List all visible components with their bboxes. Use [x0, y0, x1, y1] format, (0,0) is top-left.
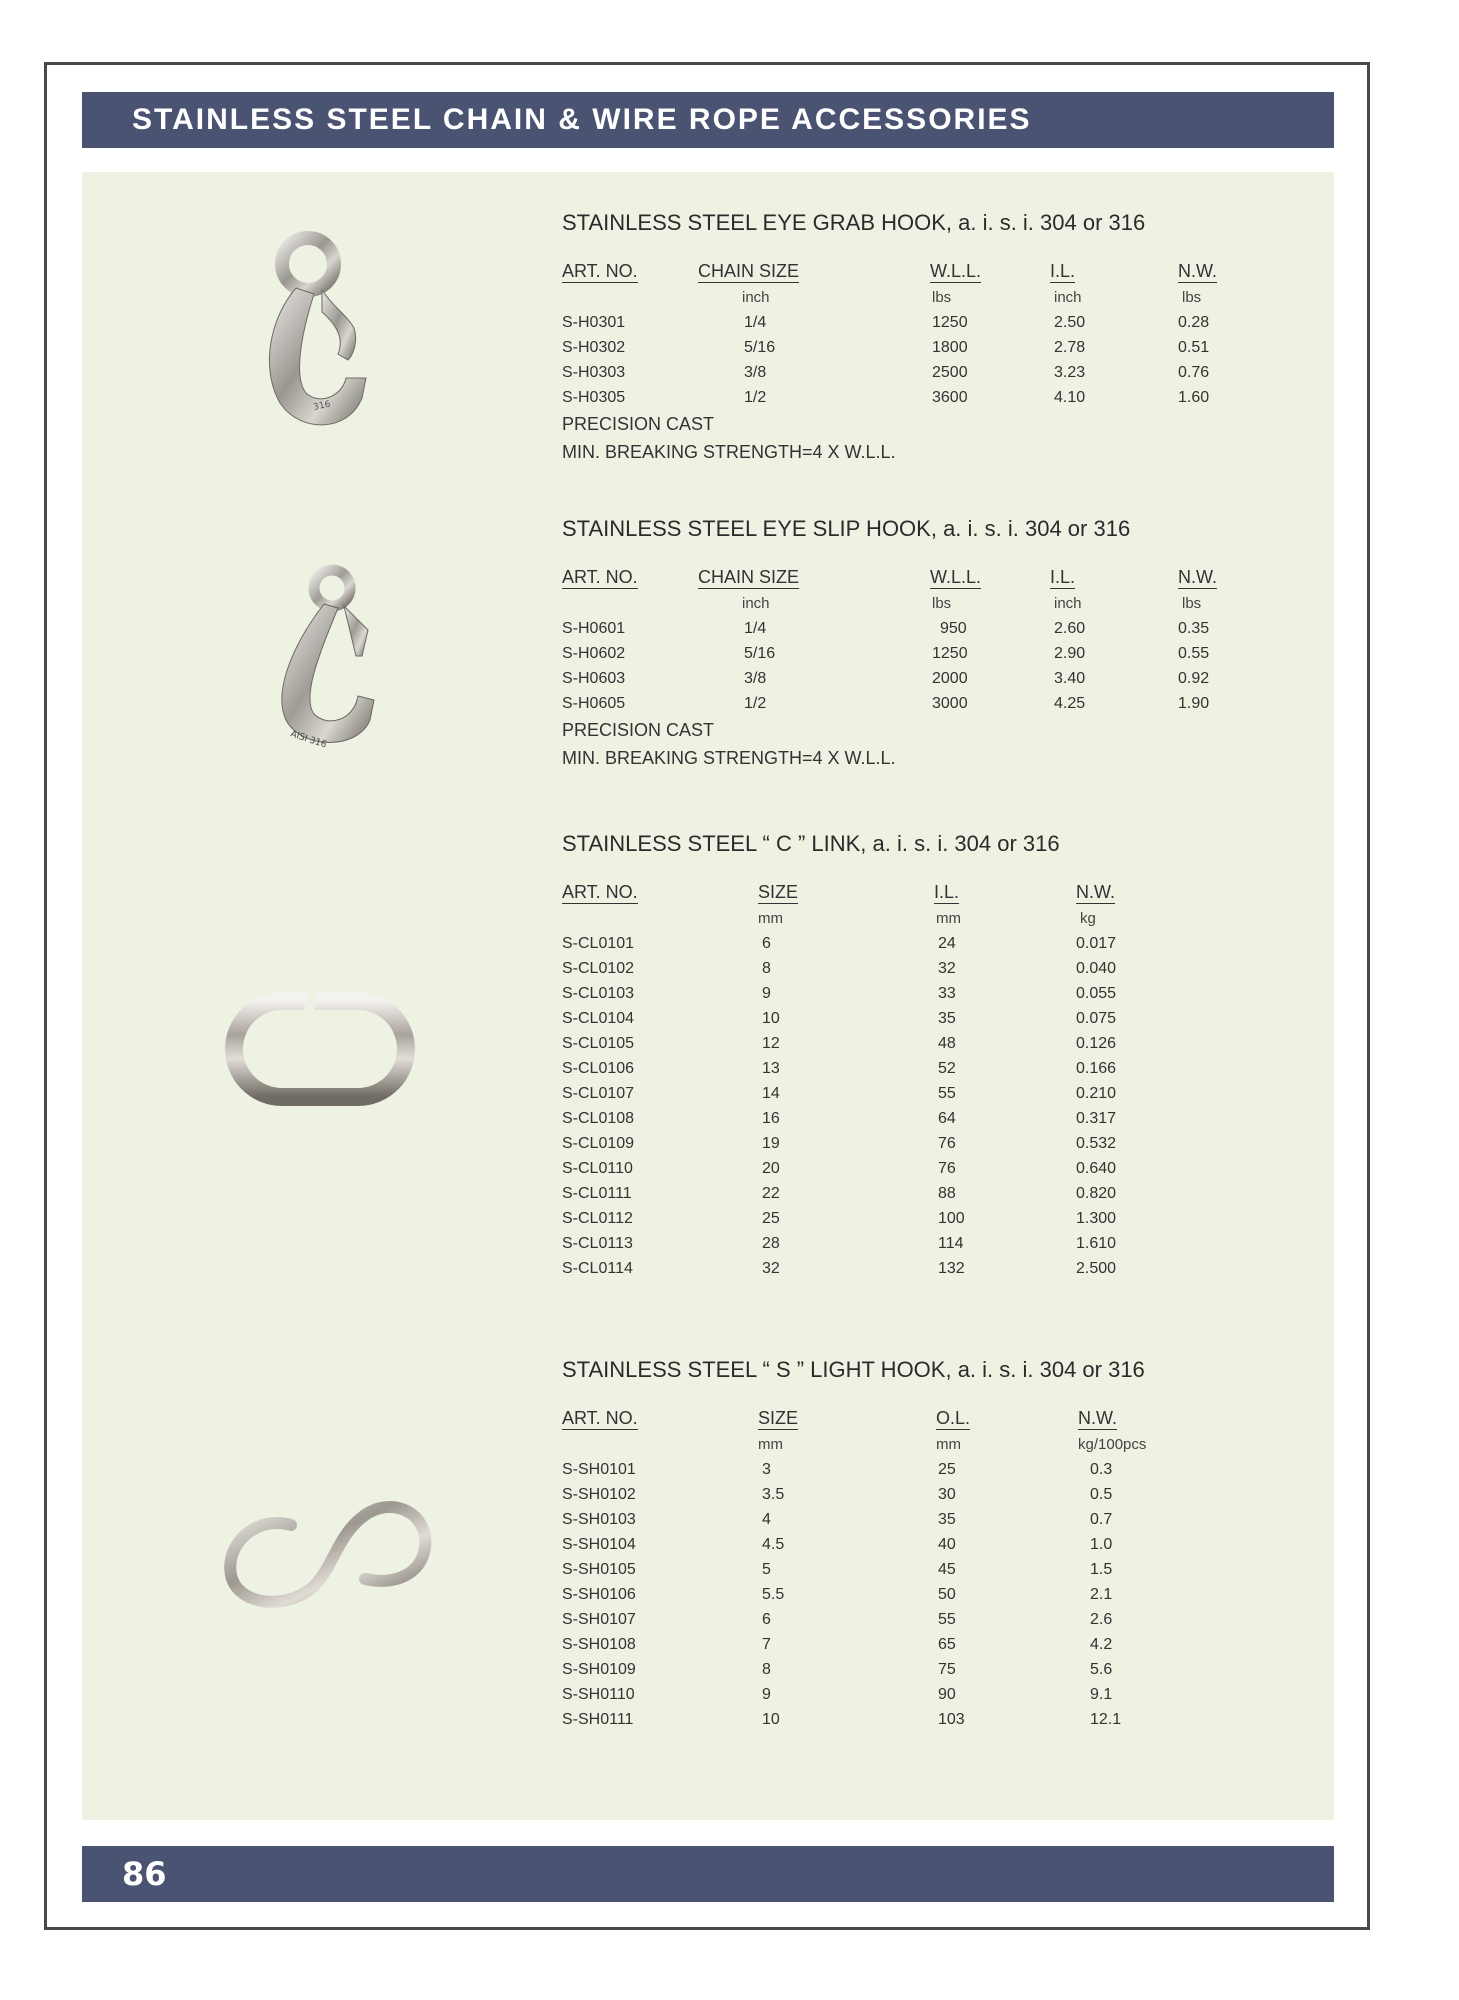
eye-grab-hook-image — [250, 228, 390, 438]
cell: 0.055 — [1076, 985, 1117, 1002]
table-row — [562, 1106, 1117, 1131]
col-header: W.L.L. — [930, 567, 982, 587]
cell: 0.92 — [1178, 670, 1210, 687]
cell: 2.50 — [1054, 314, 1086, 331]
cell: 50 — [938, 1586, 956, 1603]
strength-note: MIN. BREAKING STRENGTH=4 X W.L.L. — [562, 748, 896, 768]
table-row — [562, 1457, 1145, 1482]
table-row — [562, 1532, 1145, 1557]
cell: 0.76 — [1178, 364, 1210, 381]
cell: S-SH0109 — [562, 1661, 636, 1678]
unit-label: mm — [936, 1436, 961, 1453]
cell: 32 — [762, 1260, 780, 1277]
cell: 0.532 — [1076, 1135, 1117, 1152]
eye-slip-hook-image — [262, 560, 402, 760]
cell: 76 — [938, 1135, 956, 1152]
cell: S-CL0103 — [562, 985, 635, 1002]
section-title: STAINLESS STEEL EYE SLIP HOOK, a. i. s. i. 304 or 316 — [562, 516, 1131, 541]
cell: 3.40 — [1054, 670, 1086, 687]
table-header — [562, 881, 1115, 907]
cell: 2500 — [932, 364, 968, 381]
cell: S-SH0107 — [562, 1611, 636, 1628]
cell: 2.90 — [1054, 645, 1086, 662]
cell: 1/2 — [744, 695, 767, 712]
page-title: STAINLESS STEEL CHAIN & WIRE ROPE ACCESSORIES — [132, 103, 1032, 136]
cell: 48 — [938, 1035, 956, 1052]
section-title: STAINLESS STEEL “ S ” LIGHT HOOK, a. i. s. i. 304 or 316 — [562, 1357, 1145, 1382]
header-bar — [82, 92, 1334, 148]
spec-table — [562, 1407, 1145, 1732]
col-header: ART. NO. — [562, 261, 638, 281]
col-header: N.W. — [1078, 1408, 1117, 1428]
col-header: I.L. — [934, 882, 960, 902]
cell: S-SH0103 — [562, 1511, 636, 1528]
cell: S-CL0112 — [562, 1210, 633, 1227]
cell: 0.55 — [1178, 645, 1210, 662]
unit-label: mm — [758, 910, 783, 927]
cell: 19 — [762, 1135, 780, 1152]
cell: 33 — [938, 985, 956, 1002]
cell: 0.5 — [1090, 1486, 1113, 1503]
table-header — [562, 1407, 1145, 1433]
cell: 0.075 — [1076, 1010, 1117, 1027]
hook-stamp: AISI 316 — [289, 729, 328, 751]
cell: 24 — [938, 935, 956, 952]
unit-label: lbs — [932, 595, 952, 612]
cell: S-CL0108 — [562, 1110, 635, 1127]
table-row — [562, 981, 1117, 1006]
section-eye-slip-hook — [562, 514, 1217, 772]
cell: 1/2 — [744, 389, 767, 406]
cell: 0.28 — [1178, 314, 1210, 331]
col-header: I.L. — [1050, 567, 1076, 587]
cell: 1.610 — [1076, 1235, 1117, 1252]
cell: 1250 — [932, 645, 968, 662]
cell: 5 — [762, 1561, 771, 1578]
cell: 25 — [762, 1210, 780, 1227]
table-row — [562, 1582, 1145, 1607]
section-c-link — [562, 829, 1117, 1281]
cell: 5/16 — [744, 339, 776, 356]
unit-label: kg — [1080, 910, 1096, 927]
cell: 65 — [938, 1636, 956, 1653]
table-row — [562, 385, 1210, 410]
col-header: ART. NO. — [562, 567, 638, 587]
cell: 12.1 — [1090, 1711, 1122, 1728]
table-row — [562, 616, 1210, 641]
table-row — [562, 691, 1210, 716]
cell: 6 — [762, 935, 771, 952]
cell: 35 — [938, 1010, 956, 1027]
cell: 3/8 — [744, 364, 767, 381]
page-number: 86 — [122, 1855, 167, 1893]
cell: S-CL0113 — [562, 1235, 633, 1252]
table-header — [562, 260, 1217, 286]
cell: 55 — [938, 1611, 956, 1628]
cell: 88 — [938, 1185, 956, 1202]
cell: 0.820 — [1076, 1185, 1117, 1202]
table-row — [562, 1081, 1117, 1106]
cell: 2.78 — [1054, 339, 1086, 356]
cell: 1/4 — [744, 314, 767, 331]
section-title: STAINLESS STEEL “ C ” LINK, a. i. s. i. 304 or 316 — [562, 831, 1060, 856]
cell: 0.35 — [1178, 620, 1210, 637]
cell: 75 — [938, 1661, 956, 1678]
unit-label: inch — [1054, 289, 1082, 306]
casting-note: PRECISION CAST — [562, 720, 715, 740]
unit-label: mm — [936, 910, 961, 927]
section-eye-grab-hook — [562, 208, 1217, 466]
table-row — [562, 310, 1210, 335]
cell: 950 — [940, 620, 967, 637]
spec-table — [562, 566, 1217, 716]
cell: S-CL0109 — [562, 1135, 635, 1152]
cell: 0.126 — [1076, 1035, 1117, 1052]
table-row — [562, 1056, 1117, 1081]
table-row — [562, 1682, 1145, 1707]
cell: 0.3 — [1090, 1461, 1113, 1478]
cell: 2.60 — [1054, 620, 1086, 637]
table-row — [562, 1707, 1145, 1732]
cell: 5/16 — [744, 645, 776, 662]
cell: 8 — [762, 1661, 771, 1678]
cell: 3600 — [932, 389, 968, 406]
cell: 0.640 — [1076, 1160, 1117, 1177]
cell: 132 — [938, 1260, 965, 1277]
cell: S-H0302 — [562, 339, 626, 356]
cell: 3 — [762, 1461, 771, 1478]
cell: 6 — [762, 1611, 771, 1628]
cell: S-SH0106 — [562, 1586, 636, 1603]
cell: 2.500 — [1076, 1260, 1117, 1277]
cell: 22 — [762, 1185, 780, 1202]
cell: 10 — [762, 1010, 780, 1027]
cell: 1.0 — [1090, 1536, 1113, 1553]
table-row — [562, 1231, 1117, 1256]
cell: S-SH0104 — [562, 1536, 636, 1553]
cell: 4.2 — [1090, 1636, 1113, 1653]
table-row — [562, 1482, 1145, 1507]
cell: 0.040 — [1076, 960, 1117, 977]
cell: S-SH0108 — [562, 1636, 636, 1653]
unit-label: lbs — [1182, 289, 1202, 306]
table-row — [562, 641, 1210, 666]
col-header: ART. NO. — [562, 882, 638, 902]
table-row — [562, 1607, 1145, 1632]
cell: 13 — [762, 1060, 780, 1077]
col-header: W.L.L. — [930, 261, 982, 281]
unit-label: lbs — [1182, 595, 1202, 612]
footer-bar — [82, 1846, 1334, 1902]
unit-label: inch — [742, 595, 770, 612]
table-row — [562, 1557, 1145, 1582]
cell: 5.6 — [1090, 1661, 1113, 1678]
cell: 7 — [762, 1636, 771, 1653]
hook-stamp: 316 — [312, 399, 332, 413]
table-row — [562, 1657, 1145, 1682]
cell: 9.1 — [1090, 1686, 1113, 1703]
cell: S-CL0106 — [562, 1060, 635, 1077]
cell: S-H0305 — [562, 389, 626, 406]
cell: 1250 — [932, 314, 968, 331]
cell: 4 — [762, 1511, 771, 1528]
cell: S-H0603 — [562, 670, 626, 687]
cell: 114 — [938, 1235, 964, 1252]
cell: 2.6 — [1090, 1611, 1113, 1628]
cell: 1.60 — [1178, 389, 1210, 406]
table-row — [562, 1156, 1117, 1181]
table-row — [562, 931, 1117, 956]
col-header: CHAIN SIZE — [698, 261, 800, 281]
cell: 30 — [938, 1486, 956, 1503]
col-header: N.W. — [1076, 882, 1115, 902]
cell: S-H0303 — [562, 364, 626, 381]
strength-note: MIN. BREAKING STRENGTH=4 X W.L.L. — [562, 442, 896, 462]
cell: 0.51 — [1178, 339, 1210, 356]
table-row — [562, 1006, 1117, 1031]
cell: 8 — [762, 960, 771, 977]
col-header: O.L. — [936, 1408, 971, 1428]
table-row — [562, 1131, 1117, 1156]
cell: 35 — [938, 1511, 956, 1528]
table-row — [562, 335, 1210, 360]
cell: 5.5 — [762, 1586, 785, 1603]
cell: S-H0605 — [562, 695, 626, 712]
cell: S-SH0102 — [562, 1486, 636, 1503]
cell: 3.5 — [762, 1486, 785, 1503]
cell: 76 — [938, 1160, 956, 1177]
section-s-light-hook — [562, 1355, 1145, 1732]
cell: 1.5 — [1090, 1561, 1113, 1578]
cell: S-CL0114 — [562, 1260, 633, 1277]
table-units — [562, 592, 1202, 616]
cell: S-SH0110 — [562, 1686, 635, 1703]
col-header: I.L. — [1050, 261, 1076, 281]
table-row — [562, 1632, 1145, 1657]
cell: S-SH0111 — [562, 1711, 634, 1728]
cell: 20 — [762, 1160, 780, 1177]
spec-table — [562, 260, 1217, 410]
section-title: STAINLESS STEEL EYE GRAB HOOK, a. i. s. i. 304 or 316 — [562, 210, 1146, 235]
cell: S-SH0101 — [562, 1461, 636, 1478]
unit-label: mm — [758, 1436, 783, 1453]
cell: 9 — [762, 985, 771, 1002]
cell: 4.25 — [1054, 695, 1086, 712]
cell: 90 — [938, 1686, 956, 1703]
cell: 14 — [762, 1085, 780, 1102]
table-units — [562, 286, 1202, 310]
col-header: SIZE — [758, 882, 799, 902]
cell: 1/4 — [744, 620, 767, 637]
table-row — [562, 1206, 1117, 1231]
cell: S-H0301 — [562, 314, 626, 331]
cell: 64 — [938, 1110, 956, 1127]
cell: 103 — [938, 1711, 965, 1728]
table-row — [562, 1031, 1117, 1056]
cell: S-H0601 — [562, 620, 626, 637]
cell: S-CL0102 — [562, 960, 635, 977]
cell: 45 — [938, 1561, 956, 1578]
cell: 4.10 — [1054, 389, 1086, 406]
table-row — [562, 1181, 1117, 1206]
cell: 0.7 — [1090, 1511, 1113, 1528]
table-units — [562, 1433, 1145, 1457]
col-header: CHAIN SIZE — [698, 567, 800, 587]
s-hook-image — [215, 1495, 435, 1625]
cell: 0.166 — [1076, 1060, 1117, 1077]
table-units — [562, 907, 1096, 931]
spec-table — [562, 881, 1117, 1281]
cell: 12 — [762, 1035, 780, 1052]
unit-label: inch — [1054, 595, 1082, 612]
table-row — [562, 956, 1117, 981]
cell: 40 — [938, 1536, 956, 1553]
unit-label: inch — [742, 289, 770, 306]
cell: S-CL0111 — [562, 1185, 632, 1202]
cell: 55 — [938, 1085, 956, 1102]
cell: S-CL0105 — [562, 1035, 635, 1052]
cell: 1800 — [932, 339, 968, 356]
cell: 10 — [762, 1711, 780, 1728]
cell: S-H0602 — [562, 645, 626, 662]
cell: S-CL0107 — [562, 1085, 635, 1102]
cell: 16 — [762, 1110, 780, 1127]
unit-label: kg/100pcs — [1078, 1436, 1147, 1453]
table-row — [562, 360, 1210, 385]
cell: S-CL0110 — [562, 1160, 633, 1177]
cell: 2000 — [932, 670, 968, 687]
cell: 52 — [938, 1060, 956, 1077]
cell: 3.23 — [1054, 364, 1086, 381]
col-header: SIZE — [758, 1408, 799, 1428]
table-header — [562, 566, 1217, 592]
cell: S-CL0101 — [562, 935, 635, 952]
cell: 0.317 — [1076, 1110, 1117, 1127]
cell: 3000 — [932, 695, 968, 712]
cell: 0.210 — [1076, 1085, 1117, 1102]
cell: S-SH0105 — [562, 1561, 636, 1578]
col-header: ART. NO. — [562, 1408, 638, 1428]
table-row — [562, 1507, 1145, 1532]
cell: 100 — [938, 1210, 965, 1227]
col-header: N.W. — [1178, 261, 1217, 281]
cell: 1.300 — [1076, 1210, 1117, 1227]
col-header: N.W. — [1178, 567, 1217, 587]
table-row — [562, 1256, 1117, 1281]
cell: 4.5 — [762, 1536, 785, 1553]
casting-note: PRECISION CAST — [562, 414, 715, 434]
cell: 32 — [938, 960, 956, 977]
cell: 1.90 — [1178, 695, 1210, 712]
c-link-image — [220, 985, 420, 1115]
cell: 0.017 — [1076, 935, 1117, 952]
cell: 9 — [762, 1686, 771, 1703]
table-row — [562, 666, 1210, 691]
cell: 28 — [762, 1235, 780, 1252]
cell: 2.1 — [1090, 1586, 1113, 1603]
unit-label: lbs — [932, 289, 952, 306]
cell: S-CL0104 — [562, 1010, 635, 1027]
cell: 3/8 — [744, 670, 767, 687]
cell: 25 — [938, 1461, 956, 1478]
